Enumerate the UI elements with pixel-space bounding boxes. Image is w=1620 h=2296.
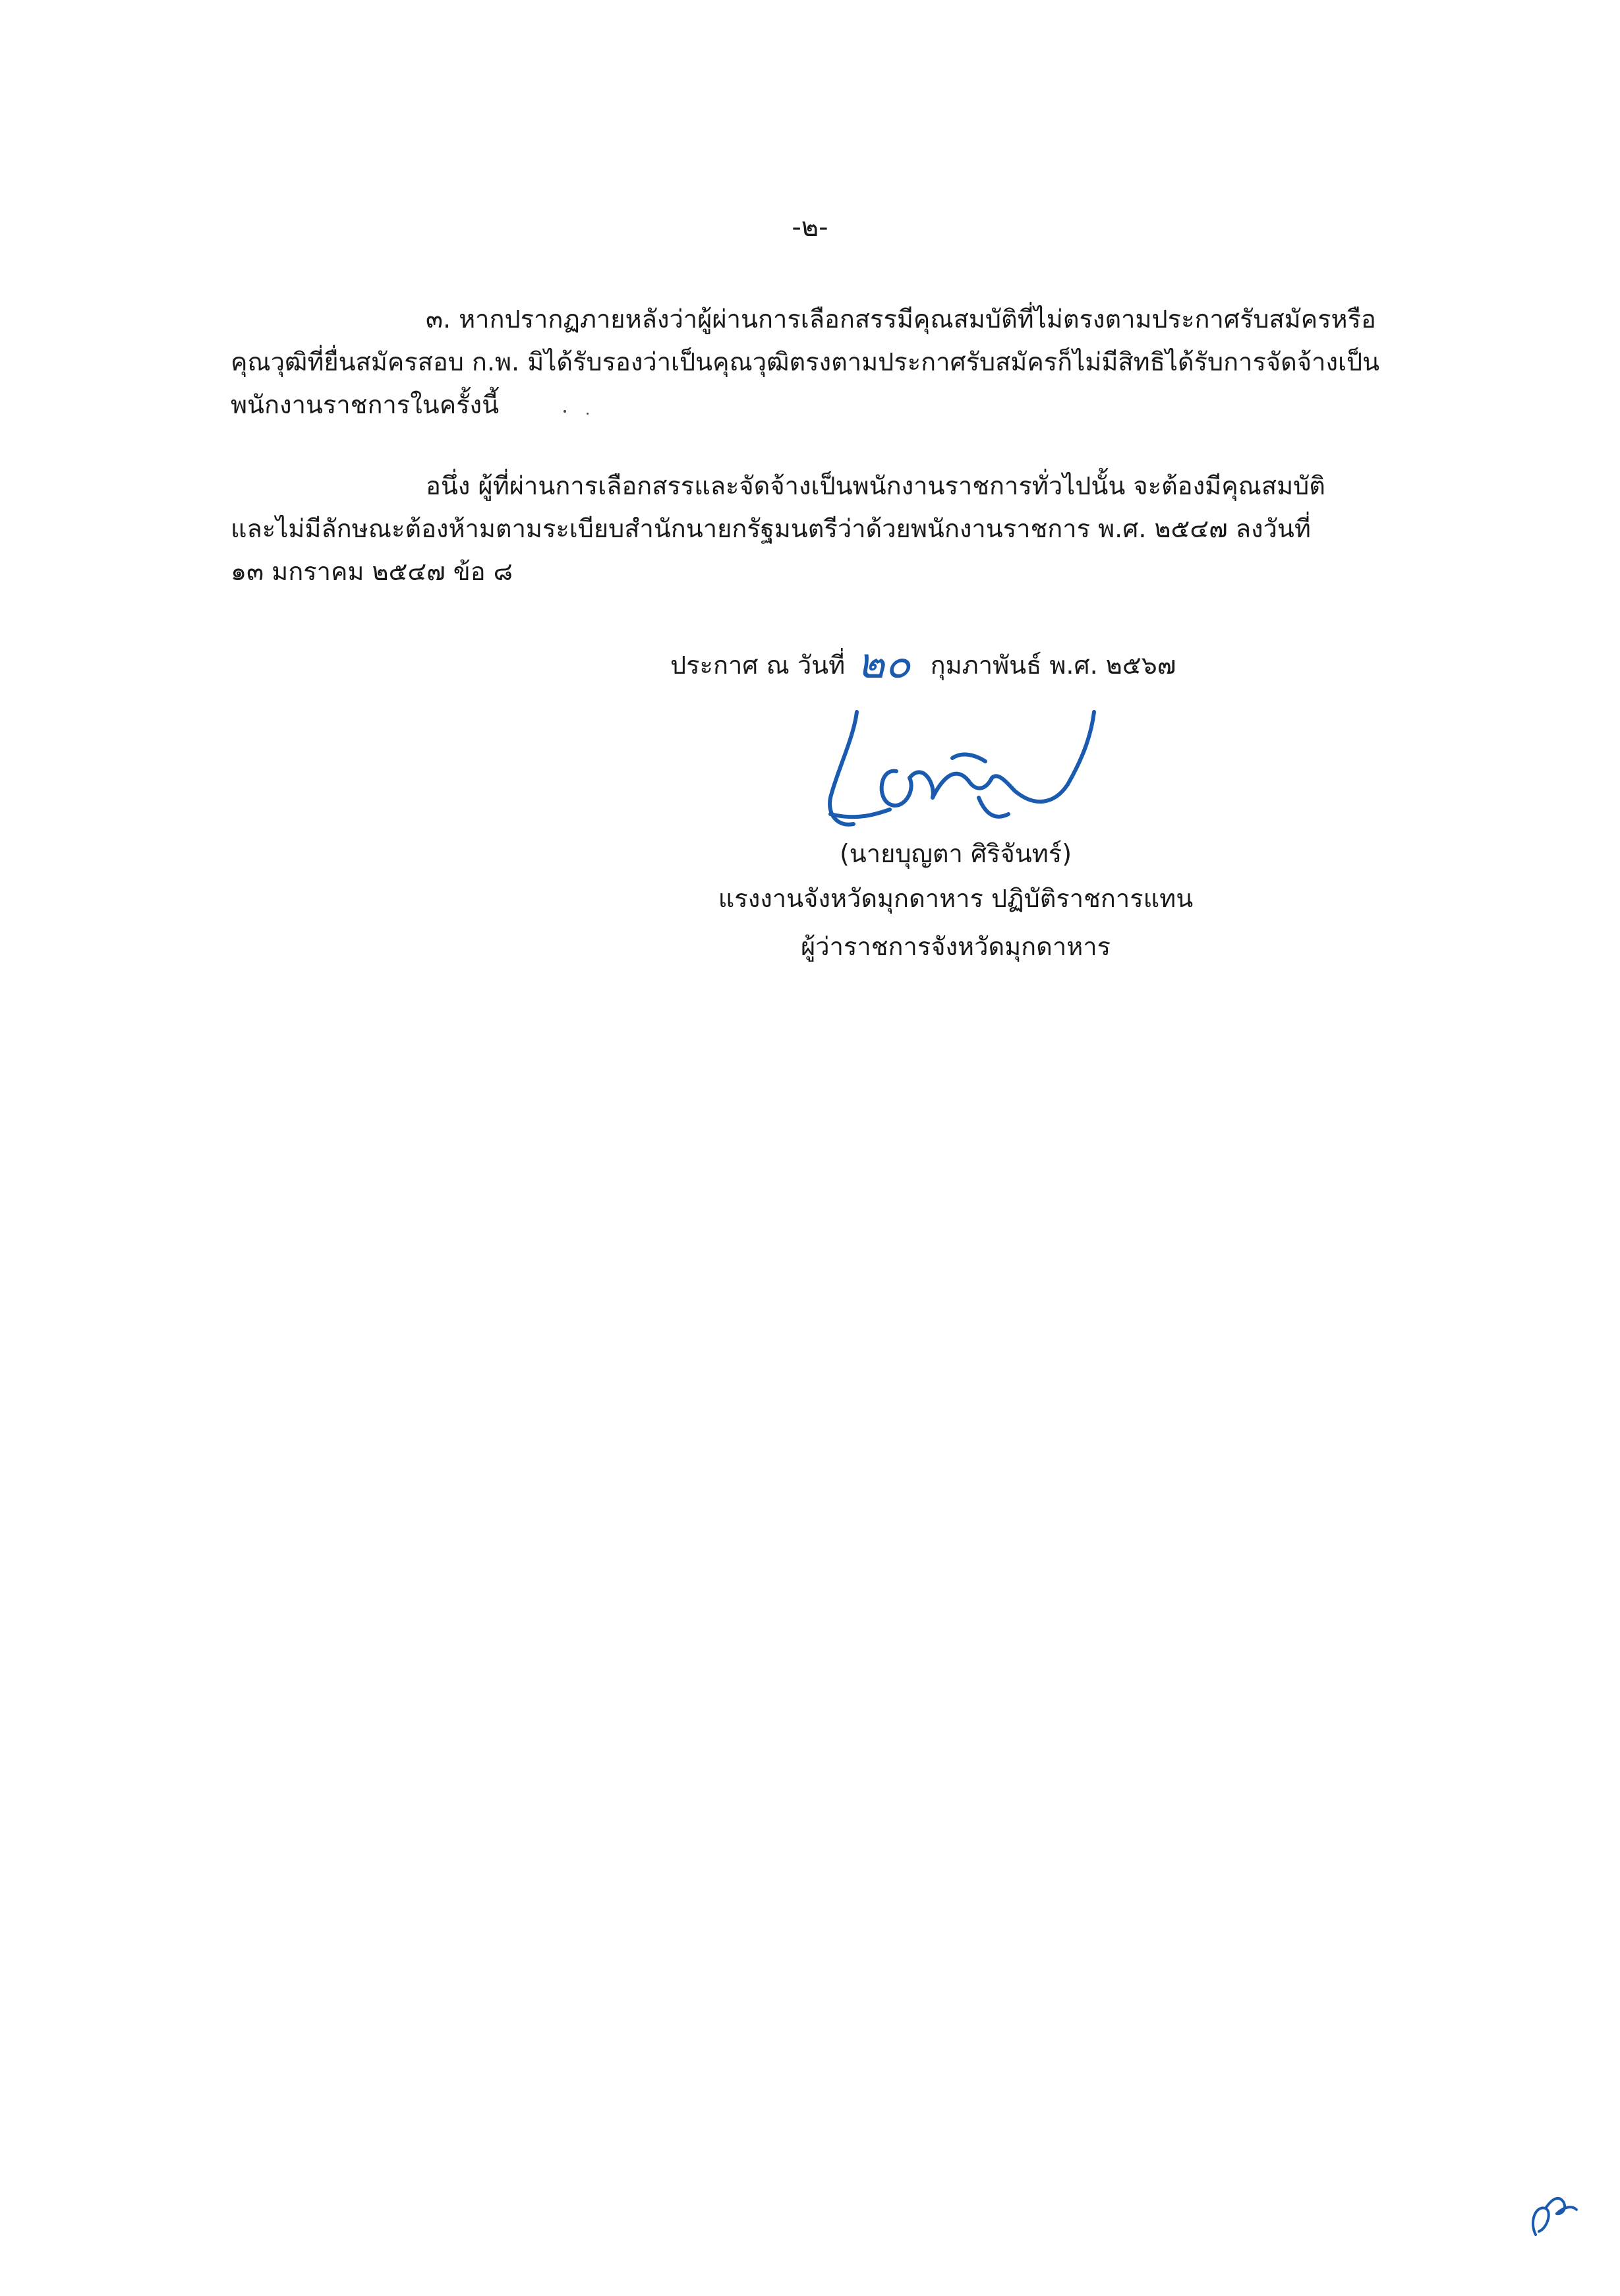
paragraph1-line: คุณวุฒิที่ยื่นสมัครสอบ ก.พ. มิได้รับรองว่าเป็นคุณวุฒิตรงตามประกาศรับสมัครก็ไม่มีสิทธิได้รับการจัดจ้างเป็น <box>231 347 1380 376</box>
announcement-prefix: ประกาศ ณ วันที่ <box>670 651 846 680</box>
signer-title-on-behalf: ผู้ว่าราชการจังหวัดมุกดาหาร <box>801 932 1111 961</box>
page-number: -๒- <box>792 212 828 243</box>
initials-icon <box>1516 2175 1582 2241</box>
stray-mark <box>587 413 589 415</box>
paragraph-qualification-clause <box>231 298 1476 427</box>
signer-name: (นายบุญตา ศิริจันทร์) <box>839 839 1072 868</box>
announcement-month-year: กุมภาพันธ์ พ.ศ. ๒๕๖๗ <box>930 651 1176 680</box>
signer-title: แรงงานจังหวัดมุกดาหาร ปฏิบัติราชการแทน <box>718 884 1194 913</box>
stray-mark <box>564 410 566 413</box>
paragraph1-line: พนักงานราชการในครั้งนี้ <box>231 390 500 419</box>
paragraph1-line: ๓. หากปรากฏภายหลังว่าผู้ผ่านการเลือกสรรมีคุณสมบัติที่ไม่ตรงตามประกาศรับสมัครหรือ <box>426 305 1376 334</box>
paragraph2-line: อนึ่ง ผู้ที่ผ่านการเลือกสรรและจัดจ้างเป็นพนักงานราชการทั่วไปนั้น จะต้องมีคุณสมบัติ <box>426 471 1325 500</box>
paragraph2-line: ๑๓ มกราคม ๒๕๔๗ ข้อ ๘ <box>231 557 513 586</box>
paragraph-regulation-clause <box>231 465 1476 593</box>
announcement-day-handwritten: ๒๐ <box>857 639 911 688</box>
announcement-date <box>670 630 1176 697</box>
paragraph2-line: และไม่มีลักษณะต้องห้ามตามระเบียบสำนักนายกรัฐมนตรีว่าด้วยพนักงานราชการ พ.ศ. ๒๕๔๗ ลงวันที่ <box>231 514 1311 543</box>
